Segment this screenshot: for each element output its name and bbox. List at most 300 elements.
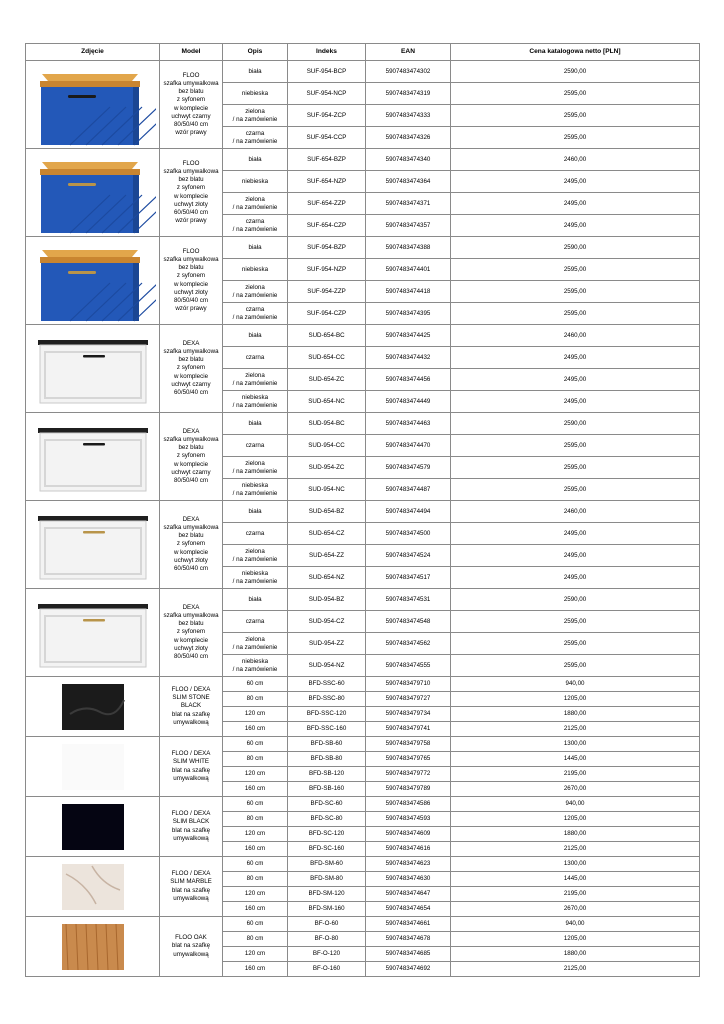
model-line: uchwyt czarny — [171, 380, 211, 388]
opis-cell — [223, 171, 288, 193]
product-photo-cell — [26, 61, 160, 149]
opis-cell — [223, 611, 288, 633]
model-line: w komplecie — [173, 636, 209, 644]
indeks-cell: BFD-SB-80 — [288, 752, 366, 767]
stone-black-swatch-image — [30, 678, 156, 736]
ean-cell: 5907483479734 — [366, 707, 451, 722]
indeks-cell: SUF-654-CZP — [288, 215, 366, 237]
opis-cell — [223, 812, 288, 827]
indeks-cell: BFD-SM-120 — [288, 887, 366, 902]
price-cell: 2590,00 — [451, 237, 700, 259]
ean-cell: 5907483474647 — [366, 887, 451, 902]
table-row — [26, 413, 700, 435]
opis-cell — [223, 149, 288, 171]
opis-cell — [223, 962, 288, 977]
ean-cell: 5907483474487 — [366, 479, 451, 501]
indeks-cell: BFD-SC-60 — [288, 797, 366, 812]
model-cell — [160, 325, 223, 413]
opis-cell — [223, 435, 288, 457]
opis-line: biała — [248, 155, 262, 163]
opis-cell — [223, 872, 288, 887]
table-row — [26, 237, 700, 259]
header-opis: Opis — [223, 44, 288, 61]
price-cell: 2595,00 — [451, 633, 700, 655]
opis-line: / na zamówienie — [232, 665, 278, 673]
price-cell: 2125,00 — [451, 722, 700, 737]
model-line: uchwyt czarny — [171, 112, 211, 120]
model-line: 80/50/40 cm — [173, 653, 209, 660]
floo-cabinet-image — [30, 150, 156, 236]
header-cena: Cena katalogowa netto [PLN] — [451, 44, 700, 61]
opis-line: zielona — [245, 284, 265, 292]
marble-swatch-image — [30, 858, 156, 916]
indeks-cell: SUD-654-BZ — [288, 501, 366, 523]
ean-cell: 5907483474432 — [366, 347, 451, 369]
dexa-cabinet-image — [30, 502, 156, 588]
opis-line: 80 cm — [246, 875, 264, 883]
ean-cell: 5907483474548 — [366, 611, 451, 633]
floo-cabinet-image — [30, 62, 156, 148]
indeks-cell: SUF-654-ZZP — [288, 193, 366, 215]
ean-cell: 5907483474692 — [366, 962, 451, 977]
product-photo-cell — [26, 917, 160, 977]
opis-line: / na zamówienie — [232, 467, 278, 475]
model-line: bez blatu — [178, 356, 204, 364]
price-cell: 2495,00 — [451, 523, 700, 545]
model-line: SLIM WHITE — [172, 758, 210, 766]
header-indeks: Indeks — [288, 44, 366, 61]
opis-cell — [223, 281, 288, 303]
opis-cell — [223, 501, 288, 523]
model-line: 60/50/40 cm — [173, 208, 209, 216]
model-line: bez blatu — [178, 532, 204, 540]
ean-cell: 5907483474555 — [366, 655, 451, 677]
model-line: FLOO / DEXA — [171, 750, 211, 758]
opis-line: czarna — [245, 306, 265, 314]
opis-cell — [223, 413, 288, 435]
ean-cell: 5907483474449 — [366, 391, 451, 413]
product-photo-cell — [26, 797, 160, 857]
indeks-cell: SUF-954-NZP — [288, 259, 366, 281]
opis-cell — [223, 947, 288, 962]
model-line: z syfonem — [176, 96, 206, 104]
table-row — [26, 737, 700, 752]
model-line: uchwyt złoty — [174, 200, 208, 208]
opis-line: / na zamówienie — [232, 555, 278, 563]
price-cell: 2590,00 — [451, 589, 700, 611]
white-swatch-image — [30, 738, 156, 796]
model-line: wzór prawy — [175, 305, 207, 313]
opis-line: / na zamówienie — [232, 489, 278, 497]
indeks-cell: SUD-954-ZZ — [288, 633, 366, 655]
ean-cell: 5907483479758 — [366, 737, 451, 752]
model-cell — [160, 917, 223, 977]
opis-cell — [223, 215, 288, 237]
price-cell: 2495,00 — [451, 347, 700, 369]
opis-cell — [223, 902, 288, 917]
opis-line: czarna — [245, 441, 265, 449]
opis-cell — [223, 303, 288, 325]
model-line: umywalkową — [173, 718, 209, 726]
ean-cell: 5907483474562 — [366, 633, 451, 655]
price-cell: 1205,00 — [451, 692, 700, 707]
opis-cell — [223, 347, 288, 369]
indeks-cell: BFD-SB-120 — [288, 767, 366, 782]
model-cell — [160, 61, 223, 149]
indeks-cell: SUF-954-CCP — [288, 127, 366, 149]
opis-line: zielona — [245, 108, 265, 116]
opis-cell — [223, 767, 288, 782]
table-row — [26, 797, 700, 812]
model-cell — [160, 797, 223, 857]
price-cell: 2590,00 — [451, 61, 700, 83]
ean-cell: 5907483479789 — [366, 782, 451, 797]
indeks-cell: SUF-654-NZP — [288, 171, 366, 193]
indeks-cell: SUD-954-NZ — [288, 655, 366, 677]
ean-cell: 5907483474494 — [366, 501, 451, 523]
product-photo-cell — [26, 737, 160, 797]
model-line: umywalkową — [173, 774, 209, 782]
ean-cell: 5907483474340 — [366, 149, 451, 171]
indeks-cell: BFD-SM-160 — [288, 902, 366, 917]
ean-cell: 5907483474524 — [366, 545, 451, 567]
opis-line: 80 cm — [246, 935, 264, 943]
ean-cell: 5907483474456 — [366, 369, 451, 391]
opis-line: biała — [248, 419, 262, 427]
opis-cell — [223, 932, 288, 947]
opis-line: zielona — [245, 196, 265, 204]
indeks-cell: SUD-954-ZC — [288, 457, 366, 479]
model-line: wzór prawy — [175, 217, 207, 225]
indeks-cell: SUF-954-ZCP — [288, 105, 366, 127]
model-line: w komplecie — [173, 372, 209, 380]
ean-cell: 5907483479741 — [366, 722, 451, 737]
price-cell: 2670,00 — [451, 902, 700, 917]
table-row — [26, 325, 700, 347]
price-cell: 2595,00 — [451, 127, 700, 149]
opis-line: / na zamówienie — [232, 115, 278, 123]
table-row — [26, 501, 700, 523]
table-row — [26, 589, 700, 611]
price-cell: 2495,00 — [451, 369, 700, 391]
header-row — [26, 44, 700, 61]
ean-cell: 5907483474364 — [366, 171, 451, 193]
opis-cell — [223, 677, 288, 692]
opis-line: / na zamówienie — [232, 203, 278, 211]
model-line: szafka umywalkowa — [163, 523, 219, 531]
opis-line: czarna — [245, 218, 265, 226]
indeks-cell: SUD-654-NZ — [288, 567, 366, 589]
opis-line: 120 cm — [244, 770, 266, 778]
indeks-cell: SUD-654-ZZ — [288, 545, 366, 567]
model-line: DEXA — [182, 427, 200, 435]
indeks-cell: SUF-654-BZP — [288, 149, 366, 171]
dexa-cabinet-image — [30, 590, 156, 676]
model-line: w komplecie — [173, 548, 209, 556]
opis-line: 80 cm — [246, 755, 264, 763]
opis-cell — [223, 589, 288, 611]
opis-line: niebieska — [241, 265, 269, 273]
indeks-cell: SUF-954-ZZP — [288, 281, 366, 303]
ean-cell: 5907483474654 — [366, 902, 451, 917]
opis-line: 60 cm — [246, 740, 264, 748]
opis-line: 120 cm — [244, 890, 266, 898]
opis-line: 60 cm — [246, 680, 264, 688]
opis-line: czarna — [245, 353, 265, 361]
price-cell: 2495,00 — [451, 391, 700, 413]
model-line: z syfonem — [176, 272, 206, 280]
ean-cell: 5907483474401 — [366, 259, 451, 281]
model-line: blat na szafkę — [171, 886, 211, 894]
opis-line: biała — [248, 507, 262, 515]
opis-line: 160 cm — [244, 725, 266, 733]
opis-line: biała — [248, 595, 262, 603]
model-line: uchwyt złoty — [174, 556, 208, 564]
opis-cell — [223, 127, 288, 149]
price-cell: 2595,00 — [451, 479, 700, 501]
opis-cell — [223, 842, 288, 857]
opis-line: biała — [248, 243, 262, 251]
header-zdjecie: Zdjęcie — [26, 44, 160, 61]
product-photo-cell — [26, 149, 160, 237]
price-cell: 1205,00 — [451, 812, 700, 827]
model-line: bez blatu — [178, 264, 204, 272]
price-cell: 2495,00 — [451, 545, 700, 567]
ean-cell: 5907483474616 — [366, 842, 451, 857]
opis-line: biała — [248, 67, 262, 75]
opis-line: zielona — [245, 548, 265, 556]
model-line: z syfonem — [176, 628, 206, 636]
model-line: blat na szafkę — [171, 826, 211, 834]
indeks-cell: SUD-954-CZ — [288, 611, 366, 633]
price-cell: 940,00 — [451, 677, 700, 692]
ean-cell: 5907483474418 — [366, 281, 451, 303]
indeks-cell: SUF-954-BZP — [288, 237, 366, 259]
opis-cell — [223, 193, 288, 215]
opis-line: 120 cm — [244, 710, 266, 718]
table-row — [26, 149, 700, 171]
opis-cell — [223, 752, 288, 767]
model-line: umywalkową — [173, 950, 209, 958]
opis-line: / na zamówienie — [232, 577, 278, 585]
opis-line: / na zamówienie — [232, 313, 278, 321]
model-line: 80/50/40 cm — [173, 296, 209, 304]
opis-cell — [223, 237, 288, 259]
indeks-cell: SUD-954-CC — [288, 435, 366, 457]
price-cell: 2495,00 — [451, 193, 700, 215]
opis-line: 160 cm — [244, 845, 266, 853]
price-cell: 1880,00 — [451, 827, 700, 842]
ean-cell: 5907483474593 — [366, 812, 451, 827]
opis-cell — [223, 737, 288, 752]
ean-cell: 5907483474357 — [366, 215, 451, 237]
opis-cell — [223, 523, 288, 545]
model-cell — [160, 149, 223, 237]
opis-cell — [223, 259, 288, 281]
price-cell: 2125,00 — [451, 962, 700, 977]
opis-cell — [223, 633, 288, 655]
table-row — [26, 677, 700, 692]
ean-cell: 5907483479710 — [366, 677, 451, 692]
model-line: 60/50/40 cm — [173, 389, 209, 396]
opis-line: czarna — [245, 529, 265, 537]
product-photo-cell — [26, 325, 160, 413]
model-line: bez blatu — [178, 88, 204, 96]
model-line: SLIM BLACK — [172, 818, 210, 826]
price-cell: 2595,00 — [451, 435, 700, 457]
price-list-table — [25, 43, 700, 977]
indeks-cell: BF-O-60 — [288, 917, 366, 932]
model-line: FLOO / DEXA — [171, 810, 211, 818]
ean-cell: 5907483479772 — [366, 767, 451, 782]
indeks-cell: SUD-654-BC — [288, 325, 366, 347]
ean-cell: 5907483474333 — [366, 105, 451, 127]
product-photo-cell — [26, 413, 160, 501]
indeks-cell: BF-O-120 — [288, 947, 366, 962]
opis-line: / na zamówienie — [232, 379, 278, 387]
opis-line: 160 cm — [244, 785, 266, 793]
indeks-cell: SUF-954-NCP — [288, 83, 366, 105]
opis-cell — [223, 917, 288, 932]
indeks-cell: SUD-654-ZC — [288, 369, 366, 391]
opis-line: czarna — [245, 617, 265, 625]
indeks-cell: SUF-954-BCP — [288, 61, 366, 83]
opis-line: zielona — [245, 372, 265, 380]
model-line: DEXA — [182, 339, 200, 347]
opis-line: niebieska — [241, 570, 269, 578]
price-list-sheet — [25, 43, 699, 979]
opis-line: 160 cm — [244, 905, 266, 913]
indeks-cell: SUD-654-CC — [288, 347, 366, 369]
model-line: uchwyt złoty — [174, 644, 208, 652]
model-line: szafka umywalkowa — [163, 435, 219, 443]
ean-cell: 5907483474302 — [366, 61, 451, 83]
ean-cell: 5907483474609 — [366, 827, 451, 842]
opis-cell — [223, 369, 288, 391]
ean-cell: 5907483474470 — [366, 435, 451, 457]
price-cell: 2595,00 — [451, 611, 700, 633]
price-cell: 2495,00 — [451, 215, 700, 237]
model-line: 80/50/40 cm — [173, 120, 209, 128]
header-model: Model — [160, 44, 223, 61]
indeks-cell: SUD-954-BC — [288, 413, 366, 435]
opis-cell — [223, 797, 288, 812]
indeks-cell: BFD-SB-60 — [288, 737, 366, 752]
model-line: z syfonem — [176, 184, 206, 192]
ean-cell: 5907483474395 — [366, 303, 451, 325]
opis-line: niebieska — [241, 89, 269, 97]
model-line: FLOO — [182, 159, 200, 167]
indeks-cell: BFD-SC-160 — [288, 842, 366, 857]
model-line: SLIM MARBLE — [170, 878, 212, 886]
indeks-cell: BFD-SSC-160 — [288, 722, 366, 737]
indeks-cell: SUD-654-NC — [288, 391, 366, 413]
ean-cell: 5907483474500 — [366, 523, 451, 545]
dexa-cabinet-image — [30, 414, 156, 500]
product-photo-cell — [26, 857, 160, 917]
ean-cell: 5907483474517 — [366, 567, 451, 589]
indeks-cell: BFD-SM-60 — [288, 857, 366, 872]
model-line: FLOO — [182, 247, 200, 255]
indeks-cell: BFD-SB-160 — [288, 782, 366, 797]
opis-line: czarna — [245, 130, 265, 138]
header-ean: EAN — [366, 44, 451, 61]
price-cell: 940,00 — [451, 797, 700, 812]
opis-line: zielona — [245, 636, 265, 644]
price-cell: 2460,00 — [451, 325, 700, 347]
price-cell: 2670,00 — [451, 782, 700, 797]
price-cell: 2125,00 — [451, 842, 700, 857]
indeks-cell: SUD-654-CZ — [288, 523, 366, 545]
ean-cell: 5907483474579 — [366, 457, 451, 479]
model-line: uchwyt czarny — [171, 468, 211, 476]
indeks-cell: BFD-SSC-60 — [288, 677, 366, 692]
opis-cell — [223, 567, 288, 589]
ean-cell: 5907483474678 — [366, 932, 451, 947]
price-cell: 940,00 — [451, 917, 700, 932]
price-cell: 1300,00 — [451, 857, 700, 872]
model-line: FLOO OAK — [175, 934, 207, 942]
price-cell: 2195,00 — [451, 887, 700, 902]
model-line: umywalkową — [173, 894, 209, 902]
model-cell — [160, 413, 223, 501]
indeks-cell: BFD-SC-80 — [288, 812, 366, 827]
table-body — [26, 61, 700, 977]
model-line: bez blatu — [178, 176, 204, 184]
model-line: wzór prawy — [175, 129, 207, 137]
indeks-cell: BF-O-80 — [288, 932, 366, 947]
ean-cell: 5907483479765 — [366, 752, 451, 767]
model-line: DEXA — [182, 515, 200, 523]
ean-cell: 5907483474319 — [366, 83, 451, 105]
model-line: szafka umywalkowa — [163, 611, 219, 619]
opis-line: zielona — [245, 460, 265, 468]
opis-cell — [223, 782, 288, 797]
opis-line: niebieska — [241, 658, 269, 666]
model-line: z syfonem — [176, 452, 206, 460]
model-cell — [160, 501, 223, 589]
ean-cell: 5907483474630 — [366, 872, 451, 887]
model-line: szafka umywalkowa — [163, 255, 219, 263]
opis-line: niebieska — [241, 394, 269, 402]
model-line: szafka umywalkowa — [163, 167, 219, 175]
price-cell: 1880,00 — [451, 947, 700, 962]
price-cell: 2595,00 — [451, 105, 700, 127]
opis-cell — [223, 545, 288, 567]
indeks-cell: SUD-954-NC — [288, 479, 366, 501]
price-cell: 1205,00 — [451, 932, 700, 947]
table-row — [26, 61, 700, 83]
price-cell: 2460,00 — [451, 501, 700, 523]
model-cell — [160, 857, 223, 917]
model-line: szafka umywalkowa — [163, 79, 219, 87]
model-line: z syfonem — [176, 540, 206, 548]
price-cell: 2595,00 — [451, 83, 700, 105]
floo-cabinet-image — [30, 238, 156, 324]
opis-cell — [223, 479, 288, 501]
price-cell: 1300,00 — [451, 737, 700, 752]
black-swatch-image — [30, 798, 156, 856]
model-line: SLIM STONE — [172, 694, 210, 702]
opis-cell — [223, 105, 288, 127]
model-line: FLOO / DEXA — [171, 870, 211, 878]
price-cell: 2595,00 — [451, 655, 700, 677]
ean-cell: 5907483474371 — [366, 193, 451, 215]
opis-line: / na zamówienie — [232, 643, 278, 651]
model-line: 80/50/40 cm — [173, 477, 209, 484]
opis-line: 160 cm — [244, 965, 266, 973]
ean-cell: 5907483479727 — [366, 692, 451, 707]
